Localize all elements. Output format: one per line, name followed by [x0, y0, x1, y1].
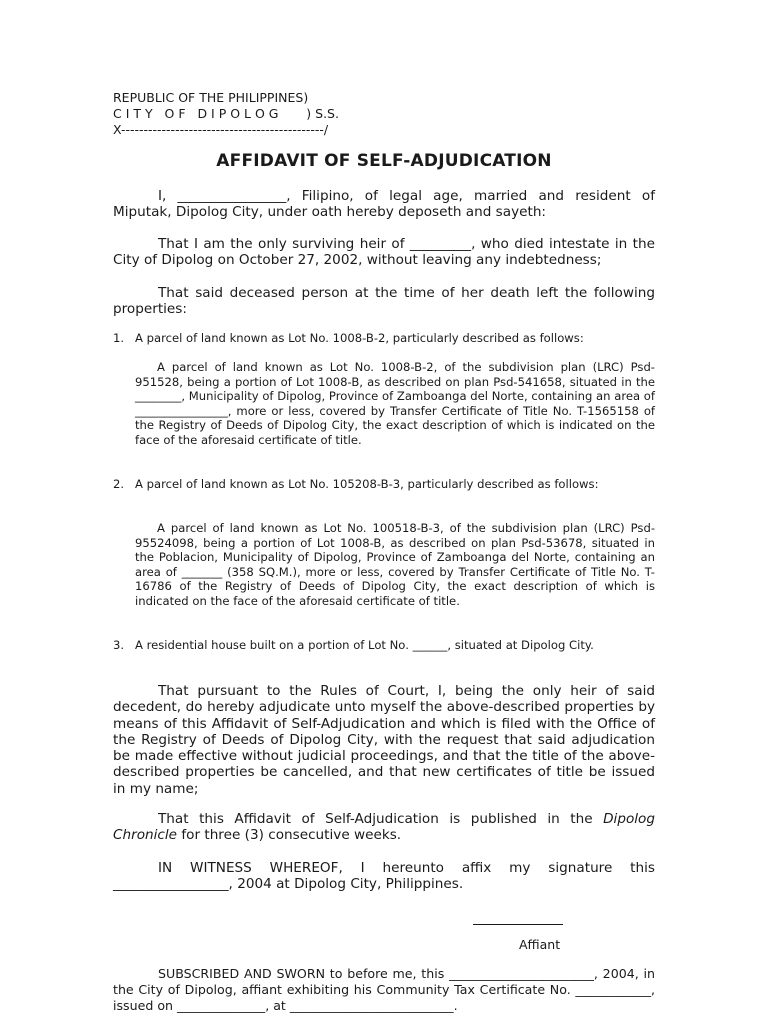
list-item-number: 1.	[113, 331, 125, 345]
list-item-text: A residential house built on a portion of Lot No. ______, situated at Dipolog City.	[135, 638, 594, 652]
caption-separator: X---------------------------------------------/	[113, 122, 329, 137]
affiant-label: Affiant	[519, 937, 561, 952]
document-title: AFFIDAVIT OF SELF-ADJUDICATION	[216, 151, 552, 171]
paragraph-adjudication: That pursuant to the Rules of Court, I, being the only heir of said decedent, do hereby adjudicate unto myself the above-described properties by means of this Affidavit of Self-Adjudication and which is filed with the Office of the Registry of Deeds of Dipolog City, with the request that said adjudication be made effective without judicial proceedings, and that the title of the above-described properties be cancelled, and that new certificates of title be issued in my name;	[113, 683, 655, 797]
paragraph-jurat: SUBSCRIBED AND SWORN to before me, this _______________________, 2004, in the City of Dipolog, affiant exhibiting his Community Tax Certificate No. ____________, issued on ______________, at __________________________.	[113, 966, 655, 1013]
caption-city: C I T Y O F D I P O L O G ) S.S.	[113, 106, 339, 121]
list-item-number: 2.	[113, 477, 125, 491]
newspaper-name: Dipolog Chronicle	[113, 811, 655, 844]
publication-text-end: for three (3) consecutive weeks.	[177, 827, 402, 844]
list-item-3	[113, 638, 655, 653]
list-item-2	[113, 477, 655, 492]
paragraph-witness: IN WITNESS WHEREOF, I hereunto affix my signature this _________________, 2004 at Dipolog City, Philippines.	[113, 860, 655, 893]
paragraph-introduction: I, ________________, Filipino, of legal age, married and resident of Miputak, Dipolog City, under oath hereby deposeth and sayeth:	[113, 188, 655, 221]
signature-line	[473, 924, 563, 925]
paragraph-properties: That said deceased person at the time of her death left the following properties:	[113, 285, 655, 318]
caption-republic: REPUBLIC OF THE PHILIPPINES)	[113, 90, 309, 105]
list-item-text: A parcel of land known as Lot No. 1008-B-2, particularly described as follows:	[135, 331, 584, 345]
list-item-1-description: A parcel of land known as Lot No. 1008-B-2, of the subdivision plan (LRC) Psd-951528, being a portion of Lot 1008-B, as described on plan Psd-541658, situated in the ________, Municipality of Dipolog, Province of Zamboanga del Norte, containing an area of ________________, more or less, covered by Transfer Certificate of Title No. T-1565158 of the Registry of Deeds of Dipolog City, the exact description of which is indicated on the face of the aforesaid certificate of title.	[135, 360, 655, 447]
list-item-1	[113, 331, 655, 346]
list-item-2-description: A parcel of land known as Lot No. 100518-B-3, of the subdivision plan (LRC) Psd-95524098, being a portion of Lot 1008-B, as described on plan Psd-53678, situated in the Poblacion, Municipality of Dipolog, Province of Zamboanga del Norte, containing an area of _______ (358 SQ.M.), more or less, covered by Transfer Certificate of Title No. T-16786 of the Registry of Deeds of Dipolog City, the exact description of which is indicated on the face of the aforesaid certificate of title.	[135, 521, 655, 608]
list-item-text: A parcel of land known as Lot No. 105208-B-3, particularly described as follows:	[135, 477, 599, 491]
publication-text-start: That this Affidavit of Self-Adjudication is published in the	[158, 811, 604, 827]
paragraph-publication	[113, 811, 655, 844]
paragraph-sole-heir: That I am the only surviving heir of _________, who died intestate in the City of Dipolog on October 27, 2002, without leaving any indebtedness;	[113, 236, 655, 269]
list-item-number: 3.	[113, 638, 125, 652]
